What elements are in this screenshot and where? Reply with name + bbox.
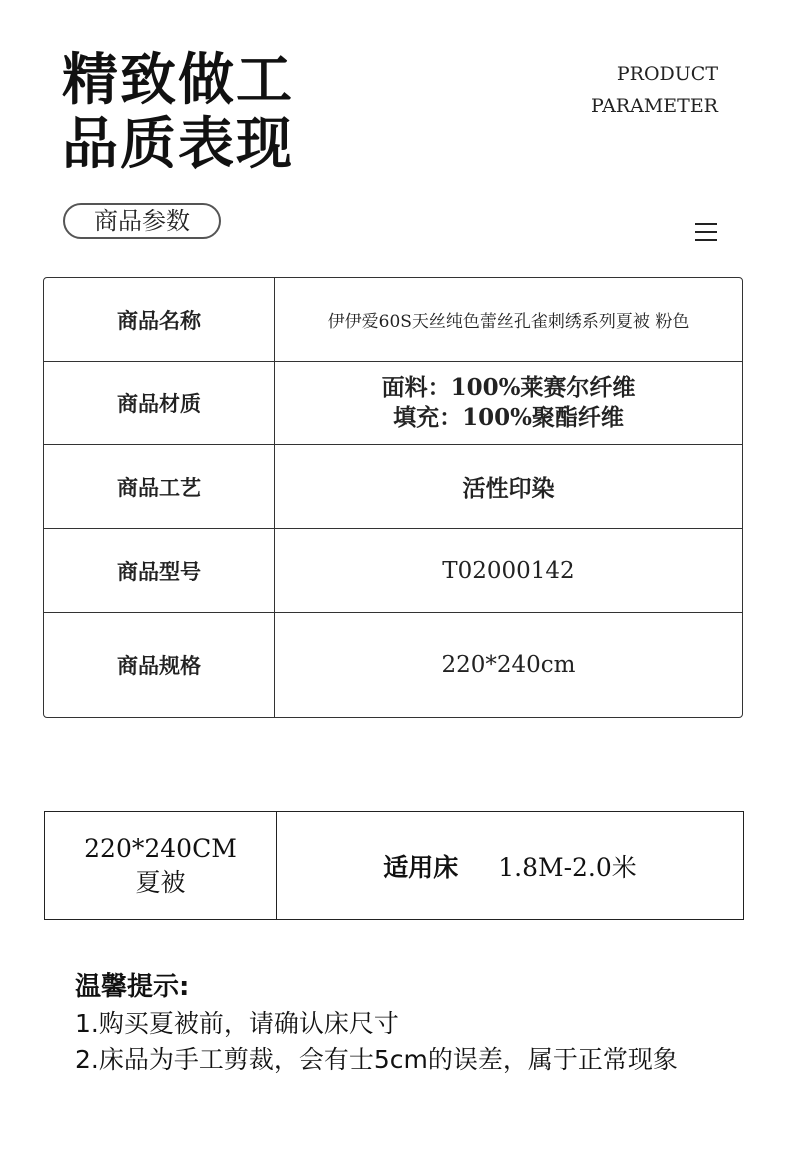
table-row [44, 613, 742, 717]
quilt-size: 220*240CM [84, 833, 237, 863]
table-row [44, 362, 742, 445]
param-label: 商品规格 [44, 613, 275, 717]
subtitle-line-2: PARAMETER [591, 95, 718, 117]
param-label: 商品材质 [44, 362, 275, 445]
param-value [275, 445, 742, 529]
section-pill-label: 商品参数 [63, 203, 221, 239]
param-label: 商品名称 [44, 278, 275, 362]
param-value-text: 伊伊爱60S天丝纯色蕾丝孔雀刺绣系列夏被 粉色 [327, 312, 690, 332]
param-value [275, 529, 742, 613]
parameter-table [43, 277, 743, 718]
param-value [275, 278, 742, 362]
param-value [275, 362, 742, 445]
param-value [275, 613, 742, 717]
subtitle-line-1: PRODUCT [616, 63, 718, 85]
param-label: 商品型号 [44, 529, 275, 613]
tips-section [75, 968, 678, 1078]
title-line-1: 精致做工 [62, 47, 294, 113]
table-row [44, 529, 742, 613]
table-row [44, 278, 742, 362]
bed-fit-label: 适用床 [383, 852, 459, 882]
param-value-text: 活性印染 [462, 475, 555, 502]
tips-title: 温馨提示: [75, 972, 190, 1002]
menu-icon[interactable] [695, 223, 717, 243]
tip-item: 2.床品为手工剪裁，会有士5cm的误差，属于正常现象 [75, 1045, 678, 1074]
param-value-text: 填充：100%聚酯纤维 [393, 404, 624, 431]
param-label: 商品工艺 [44, 445, 275, 529]
english-subtitle [591, 58, 718, 122]
table-row [44, 445, 742, 529]
title-line-2: 品质表现 [62, 111, 294, 177]
param-value-text: 面料：100%莱赛尔纤维 [381, 374, 636, 401]
bed-size-table [44, 811, 744, 920]
bed-fit-cell [277, 812, 744, 920]
table-row [45, 812, 744, 920]
tip-item: 1.购买夏被前，请确认床尺寸 [75, 1009, 399, 1038]
page-title [62, 48, 294, 176]
quilt-type: 夏被 [135, 867, 186, 897]
param-value-text: 220*240cm [441, 652, 576, 678]
param-value-text: T02000142 [442, 557, 575, 584]
quilt-size-cell [45, 812, 277, 920]
bed-fit-value: 1.8M-2.0米 [498, 852, 637, 882]
